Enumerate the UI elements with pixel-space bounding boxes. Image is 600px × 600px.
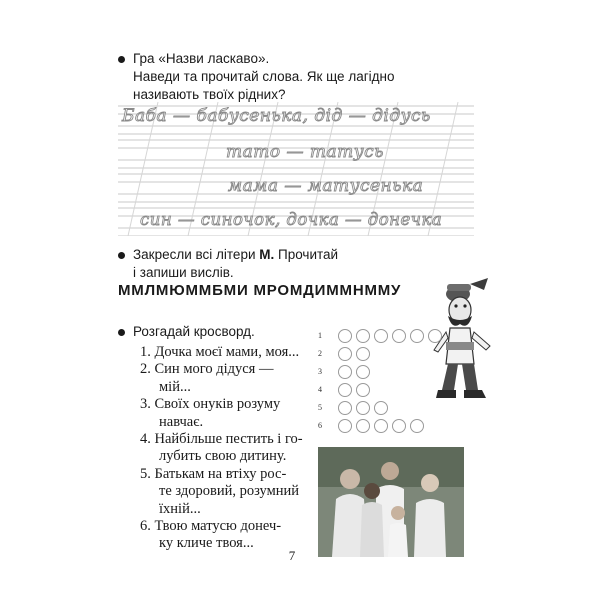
crossword-cell[interactable] xyxy=(374,419,388,433)
crossword-number-1: 1 xyxy=(318,331,322,340)
crossword-cell[interactable] xyxy=(356,329,370,343)
riddle-3-cont: навчає. xyxy=(159,413,204,430)
riddle-5: 5. Батькам на втіху рос- xyxy=(140,465,287,482)
riddle-4-cont: лубить свою дитину. xyxy=(159,448,287,465)
page-number: 7 xyxy=(288,548,296,563)
copybook-line-3: мама — матусенька xyxy=(228,176,424,196)
bullet-task-1 xyxy=(118,56,125,63)
bullet-task-2 xyxy=(118,252,125,259)
riddle-6: 6. Твою матусю донеч- xyxy=(140,518,282,535)
crossword-cell[interactable] xyxy=(356,365,370,379)
crossword-number-4: 4 xyxy=(318,385,322,394)
crossword-cell[interactable] xyxy=(392,419,406,433)
task-1-instructions xyxy=(133,50,394,104)
riddle-1: 1. Дочка моєї мами, моя... xyxy=(140,344,300,360)
crossword-number-6: 6 xyxy=(318,421,322,430)
crossword-cell[interactable] xyxy=(356,383,370,397)
riddle-2-cont: мій... xyxy=(159,378,191,395)
crossword-cell[interactable] xyxy=(338,419,352,433)
crossword-cell[interactable] xyxy=(428,329,442,343)
riddle-6-cont: ку кличе твоя... xyxy=(159,535,254,552)
crossword-cell[interactable] xyxy=(338,347,352,361)
riddle-2: 2. Син мого дідуся — xyxy=(140,361,274,378)
crossword-cell[interactable] xyxy=(392,329,406,343)
crossword-number-5: 5 xyxy=(318,403,322,412)
copybook-writing-area xyxy=(118,102,474,236)
riddle-3: 3. Своїх онуків розуму xyxy=(140,396,281,413)
task-2-instructions xyxy=(133,246,338,282)
crossword-cell[interactable] xyxy=(356,401,370,415)
crossword-cell[interactable] xyxy=(338,365,352,379)
task-2-suffix: Прочитай xyxy=(274,247,339,262)
riddle-5-cont-2: їхній... xyxy=(159,500,201,517)
bullet-task-3 xyxy=(118,329,125,336)
task-2-line-2: і запиши вислів. xyxy=(133,265,234,280)
riddle-5-cont: те здоровий, розумний xyxy=(159,483,300,500)
crossword-cell[interactable] xyxy=(374,401,388,415)
letter-puzzle: ММЛМЮММБМИ МРОМДИММНММУ xyxy=(118,282,402,299)
crossword-number-2: 2 xyxy=(318,349,322,358)
task-1-line-2: Наведи та прочитай слова. Як ще лагідно xyxy=(133,69,395,84)
crossword-number-3: 3 xyxy=(318,367,322,376)
task-2-letter: М. xyxy=(259,247,275,262)
crossword-cell[interactable] xyxy=(410,419,424,433)
task-3-title: Розгадай кросворд. xyxy=(133,324,255,339)
copybook-line-1: Баба — бабусенька, дід — дідусь xyxy=(122,106,431,126)
task-1-line-3: називають твоїх рідних? xyxy=(133,87,286,102)
crossword-cell[interactable] xyxy=(356,419,370,433)
crossword-riddles xyxy=(140,344,303,553)
crossword-cell[interactable] xyxy=(338,329,352,343)
riddle-4: 4. Найбільше пестить і го- xyxy=(140,431,303,448)
crossword-cell[interactable] xyxy=(374,329,388,343)
task-2-prefix: Закресли всі літери xyxy=(133,247,260,262)
crossword-cell[interactable] xyxy=(410,329,424,343)
copybook-line-2: тато — татусь xyxy=(226,142,384,162)
family-photo xyxy=(318,447,464,557)
crossword-cell[interactable] xyxy=(338,401,352,415)
crossword-cell[interactable] xyxy=(356,347,370,361)
crossword-grid xyxy=(318,327,428,437)
crossword-cell[interactable] xyxy=(338,383,352,397)
copybook-line-4: син — синочок, дочка — донечка xyxy=(140,210,443,229)
task-1-line-1: Гра «Назви ласкаво». xyxy=(133,51,270,66)
